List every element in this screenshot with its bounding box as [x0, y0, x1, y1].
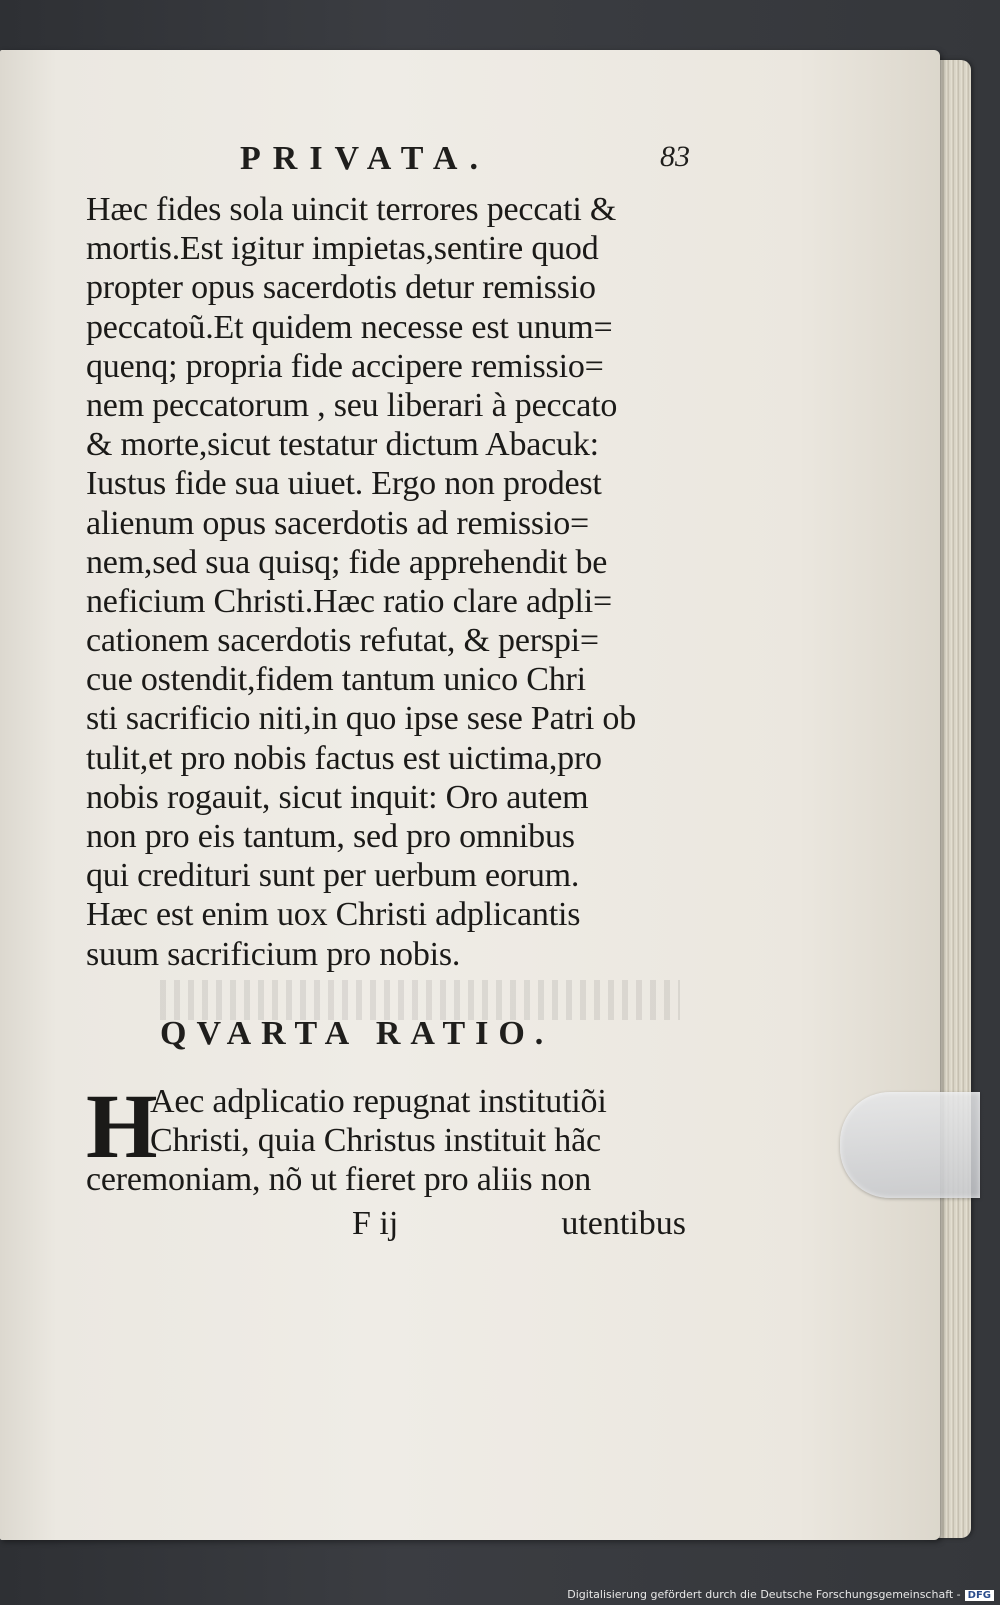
text-line: non pro eis tantum, sed pro omnibus	[86, 818, 575, 855]
text-line: Hæc fides sola uincit terrores peccati &	[86, 191, 617, 228]
text-line: nem peccatorum , seu liberari à peccato	[86, 386, 618, 424]
page-clip	[840, 1092, 980, 1198]
text-line: peccatoũ.Et quidem necesse est unum=	[86, 308, 613, 346]
body-paragraph	[86, 190, 686, 974]
text-line: Aec adplicatio repugnat institutiõi	[150, 1083, 607, 1120]
text-line: qui credituri sunt per uerbum eorum.	[86, 857, 580, 895]
credit-text: Digitalisierung gefördert durch die Deutsche Forschungsgemeinschaft -	[567, 1588, 961, 1601]
text-line: cationem sacerdotis refutat, & perspi=	[86, 622, 599, 660]
section-heading: QVARTA RATIO.	[160, 1015, 554, 1052]
running-head	[240, 140, 690, 184]
text-line: tulit,et pro nobis factus est uictima,pro	[86, 739, 602, 777]
dfg-logo: DFG	[965, 1590, 994, 1601]
text-line: alienum opus sacerdotis ad remissio=	[86, 504, 589, 542]
text-line: Iustus fide sua uiuet. Ergo non prodest	[86, 465, 602, 503]
text-line: quenq; propria fide accipere remissio=	[86, 347, 604, 385]
text-line: suum sacrificium pro nobis.	[86, 935, 461, 973]
text-line: nobis rogauit, sicut inquit: Oro autem	[86, 778, 589, 816]
text-line: & morte,sicut testatur dictum Abacuk:	[86, 426, 599, 464]
text-line: ceremoniam, nõ ut fieret pro aliis non	[86, 1161, 592, 1199]
text-line: propter opus sacerdotis detur remissio	[86, 269, 596, 307]
text-line: neficium Christi.Hæc ratio clare adpli=	[86, 582, 612, 620]
text-line: sti sacrificio niti,in quo ipse sese Patri ob	[86, 700, 637, 738]
text-line: cue ostendit,fidem tantum unico Chri	[86, 661, 586, 699]
text-line: nem,sed sua quisq; fide apprehendit be	[86, 543, 608, 581]
page-footer	[86, 1205, 686, 1245]
catchword: utentibus	[561, 1205, 686, 1242]
drop-cap-initial: H	[86, 1075, 158, 1177]
text-line: Hæc est enim uox Christi adplicantis	[86, 896, 581, 934]
second-paragraph	[86, 1075, 686, 1200]
text-line: Christi, quia Christus instituit hãc	[150, 1122, 601, 1160]
text-line: mortis.Est igitur impietas,sentire quod	[86, 230, 599, 268]
page-number: 83	[660, 140, 690, 173]
digitization-credit	[567, 1588, 994, 1601]
running-title: PRIVATA.	[240, 140, 490, 177]
bleed-through-shadow	[160, 980, 680, 1020]
signature-mark: F ij	[352, 1205, 399, 1242]
